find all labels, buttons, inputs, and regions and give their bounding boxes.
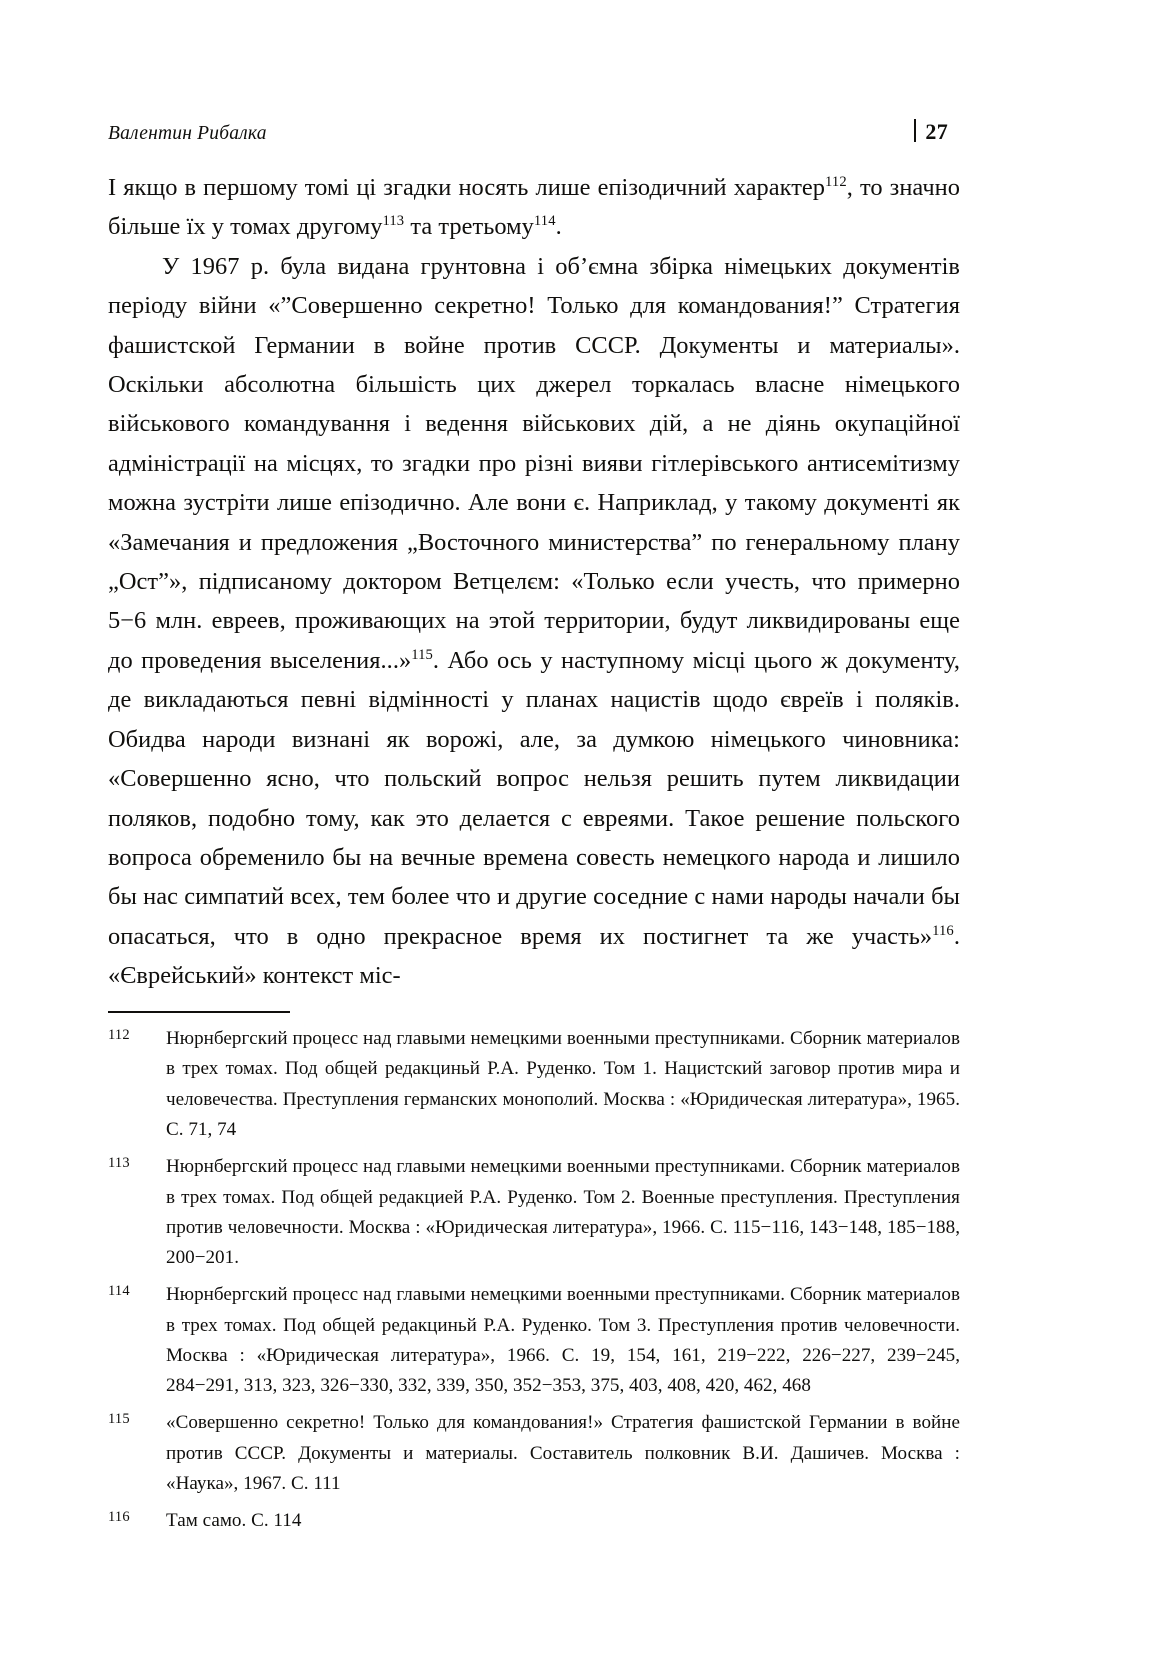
body-text (108, 168, 960, 996)
footnote-item (108, 1408, 960, 1499)
footnote-ref-114[interactable]: 114 (533, 213, 556, 230)
paragraph-2-text-a: У 1967 р. була видана грунтовна і об’ємна збірка німецьких документів періоду війни «”Совершенно секретно! Только для командования!” Стратегия фашистской Германии в войне против СССР. Документы и материалы». Оскільки абсолютна більшість цих джерел торкалась власне німецького військового командування і ведення військових дій, а не діянь окупаційної адміністрації на місцях, то згадки про різні вияви гітлерівського антисемітизму можна зустріти лише епізодично. Але вони є. Наприклад, у такому документі як «Замечания и предложения „Восточного министерства” по генеральному плану „Ост”», підписаному доктором Ветцелєм: «Только если учесть, что примерно 5−6 млн. евреев, проживающих на этой территории, будут ликвидированы еще до проведения выселения...» (108, 252, 960, 674)
footnote-text: «Совершенно секретно! Только для командования!» Стратегия фашистской Германии в войне против СССР. Документы и материалы. Составитель полковник В.И. Дашичев. Москва : «Наука», 1967. С. 111 (166, 1412, 960, 1495)
footnote-text: Нюрнбергский процесс над главыми немецкими военными преступниками. Сборник материалов в трех томах. Под общей редакцией Р.А. Руденко. Том 2. Военные преступления. Преступления против человечности. Москва : «Юридическая литература», 1966. С. 115−116, 143−148, 185−188, 200−201. (166, 1156, 960, 1269)
paragraph-1-text-c: та третьому (404, 213, 534, 241)
footnote-marker[interactable]: 116 (108, 1509, 130, 1526)
footnote-ref-113[interactable]: 113 (382, 213, 405, 230)
footnote-marker[interactable]: 115 (108, 1411, 130, 1428)
running-head-author: Валентин Рибалка (108, 123, 267, 144)
footnote-marker[interactable]: 113 (108, 1155, 130, 1172)
footnote-item (108, 1280, 960, 1402)
page-folio (914, 116, 948, 145)
footnote-text: Там само. С. 114 (166, 1510, 302, 1532)
paragraph-main (108, 247, 960, 996)
footnote-item (108, 1152, 960, 1274)
footnote-ref-116[interactable]: 116 (932, 922, 954, 939)
footnote-marker[interactable]: 114 (108, 1283, 130, 1300)
paragraph-1-text-a: І якщо в першому томі ці згадки носять лише епізодичний характер (108, 174, 826, 201)
footnote-separator (108, 1011, 290, 1013)
footnote-marker[interactable]: 112 (108, 1027, 130, 1043)
footnote-ref-112[interactable]: 112 (825, 173, 847, 190)
page-number: 27 (925, 119, 948, 144)
running-head (108, 116, 948, 146)
folio-divider-icon (914, 119, 916, 142)
paragraph-2-text-c: . «Єврейський» контекст міс- (108, 922, 960, 990)
footnote-item (108, 1024, 960, 1146)
paragraph-1-text-d: . (555, 213, 562, 241)
footnote-item (108, 1506, 960, 1536)
footnote-text: Нюрнбергский процесс над главыми немецкими военными преступниками. Сборник материалов в трех томах. Под общей редакциньй Р.А. Руденко. Том 1. Нацистский заговор против мира и человечества. Преступления германских монополий. Москва : «Юридическая литература», 1965. С. 71, 74 (166, 1028, 960, 1141)
paragraph-continued (108, 168, 960, 247)
footnote-list (108, 1024, 960, 1543)
footnote-ref-115[interactable]: 115 (411, 646, 433, 663)
paragraph-2-text-b: . Або ось у наступному місці цього ж документу, де викладаються певні відмінності у планах нацистів щодо євреїв і поляків. Обидва народи визнані як ворожі, але, за думкою німецького чиновника: «Совершенно ясно, что польский вопрос нельзя решить путем ликвидации поляков, подобно тому, как это делается с евреями. Такое решение польского вопроса обременило бы на вечные времена совесть немецкого народа и лишило бы нас симпатий всех, тем более что и другие соседние с нами народы начали бы опасаться, что в одно прекрасное время их постигнет та же участь» (108, 646, 960, 950)
paragraph-1-text-b: , то значно більше їх у томах другому (108, 174, 960, 241)
footnote-text: Нюрнбергский процесс над главыми немецкими военными преступниками. Сборник материалов в трех томах. Под общей редакциньй Р.А. Руденко. Том 3. Преступления против человечности. Москва : «Юридическая литература», 1966. С. 19, 154, 161, 219−222, 226−227, 239−245, 284−291, 313, 323, 326−330, 332, 339, 350, 352−353, 375, 403, 408, 420, 462, 468 (166, 1284, 960, 1397)
